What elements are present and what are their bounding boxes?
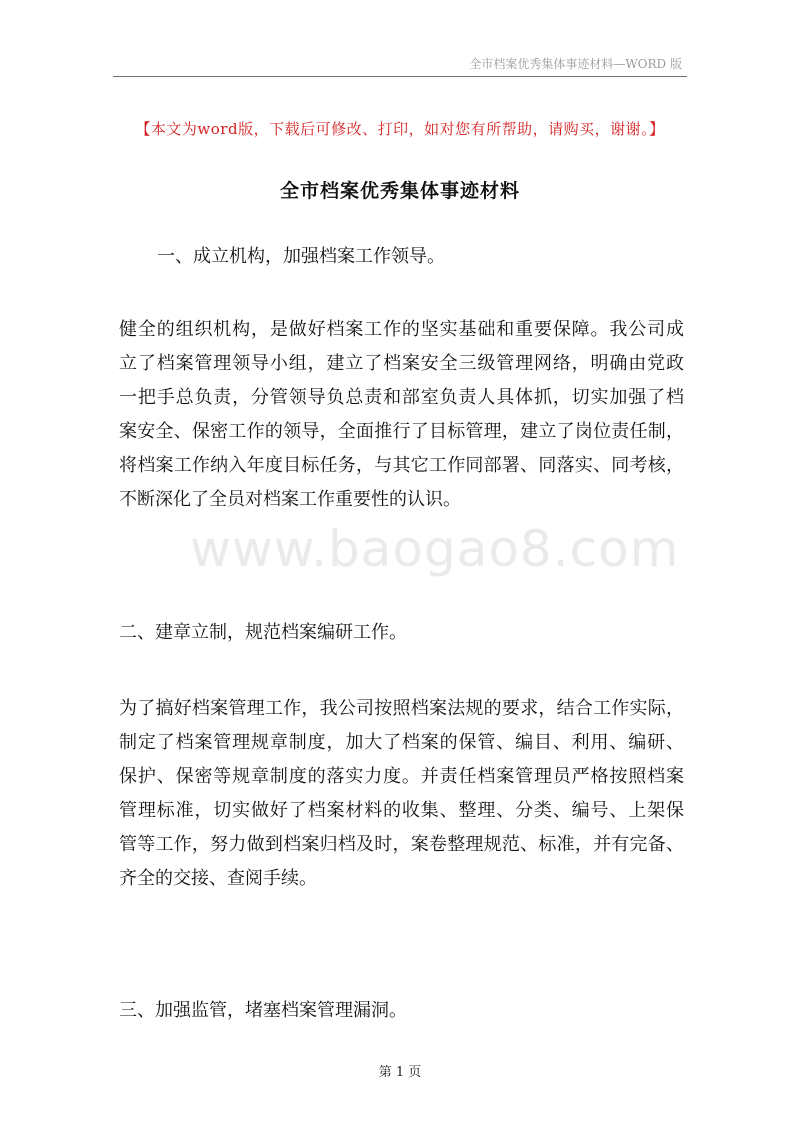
paragraph-line: 将档案工作纳入年度目标任务，与其它工作同部署、同落实、同考核， — [119, 455, 684, 476]
header-divider — [113, 76, 687, 77]
document-title: 全市档案优秀集体事迹材料 — [279, 180, 520, 202]
paragraph-line: 保护、保密等规章制度的落实力度。并责任档案管理员严格按照档案 — [119, 766, 684, 787]
paragraph-line: 一把手总负责，分管领导负总责和部室负责人具体抓，切实加强了档 — [119, 387, 684, 408]
paragraph-line: 立了档案管理领导小组，建立了档案安全三级管理网络，明确由党政 — [119, 353, 684, 374]
site-watermark: www.baogao8.com — [190, 520, 680, 578]
paragraph-line: 管等工作，努力做到档案归档及时，案卷整理规范、标准，并有完备、 — [119, 834, 684, 855]
page-header-title: 全市档案优秀集体事迹材料—WORD 版 — [469, 57, 682, 71]
paragraph-line: 为了搞好档案管理工作，我公司按照档案法规的要求，结合工作实际， — [119, 698, 684, 719]
paragraph-line: 制定了档案管理规章制度，加大了档案的保管、编目、利用、编研、 — [119, 732, 684, 753]
page-number: 第 1 页 — [378, 1065, 422, 1080]
section-3-heading: 三、加强监管，堵塞档案管理漏洞。 — [119, 1000, 407, 1021]
paragraph-line: 管理标准，切实做好了档案材料的收集、整理、分类、编号、上架保 — [119, 800, 684, 821]
section-1-paragraph — [119, 313, 684, 517]
paragraph-line: 齐全的交接、查阅手续。 — [119, 868, 317, 889]
section-1-heading: 一、成立机构，加强档案工作领导。 — [157, 246, 445, 267]
section-2-heading: 二、建章立制，规范档案编研工作。 — [119, 622, 407, 643]
paragraph-line: 不断深化了全员对档案工作重要性的认识。 — [119, 489, 461, 510]
section-2-paragraph — [119, 692, 684, 896]
download-notice: 【本文为word版，下载后可修改、打印，如对您有所帮助，请购买，谢谢。】 — [135, 120, 665, 138]
paragraph-line: 健全的组织机构，是做好档案工作的坚实基础和重要保障。我公司成 — [119, 319, 684, 340]
paragraph-line: 案安全、保密工作的领导，全面推行了目标管理，建立了岗位责任制， — [119, 421, 684, 442]
